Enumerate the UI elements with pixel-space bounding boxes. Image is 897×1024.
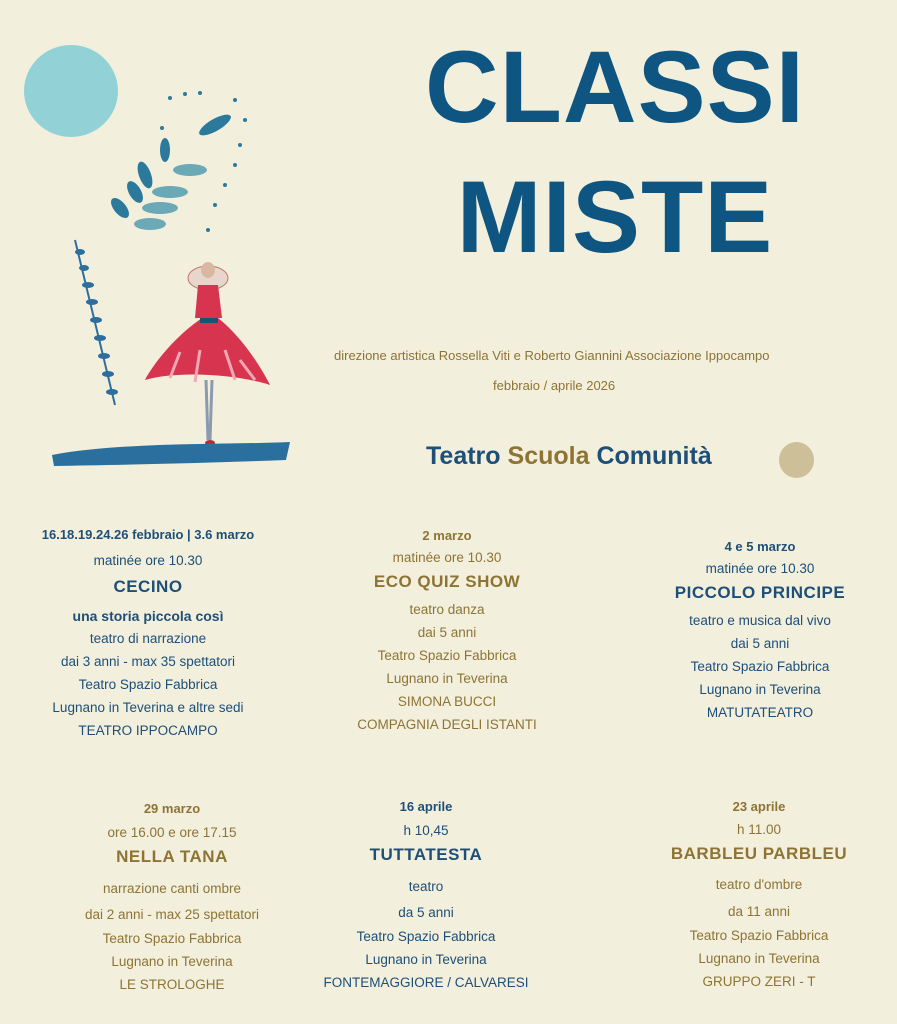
event-artist: SIMONA BUCCI (397, 694, 497, 709)
event-place: Lugnano in Teverina (365, 952, 487, 967)
event-date: 2 marzo (422, 528, 472, 543)
event-time: h 10,45 (403, 823, 449, 838)
event-place: Lugnano in Teverina (386, 671, 508, 686)
event-venue: Teatro Spazio Fabbrica (689, 928, 829, 943)
event-cecino (0, 527, 298, 746)
event-venue: Teatro Spazio Fabbrica (690, 659, 830, 674)
decorative-beige-circle (779, 442, 814, 478)
title-line-1: CLASSI (424, 30, 806, 144)
event-time: matinée ore 10.30 (392, 550, 502, 565)
event-title: CECINO (113, 577, 183, 596)
event-company: LE STROLOGHE (119, 977, 225, 992)
event-company: GRUPPO ZERI - T (702, 974, 816, 989)
event-age: da 5 anni (398, 905, 454, 920)
event-subtitle: una storia piccola così (72, 608, 224, 624)
tagline-word-2: Scuola (507, 442, 590, 470)
title-line-2: MISTE (456, 160, 774, 274)
event-venue: Teatro Spazio Fabbrica (356, 929, 496, 944)
event-age: dai 3 anni - max 35 spettatori (60, 654, 236, 669)
event-title: BARBLEU PARBLEU (670, 844, 848, 863)
event-genre: teatro (408, 879, 444, 894)
event-company: FONTEMAGGIORE / CALVARESI (323, 975, 529, 990)
event-date: 29 marzo (143, 801, 201, 816)
artistic-direction: direzione artistica Rossella Viti e Roberto Giannini Associazione Ippocampo (334, 348, 770, 363)
event-time: ore 16.00 e ore 17.15 (107, 825, 237, 840)
event-place: Lugnano in Teverina (699, 682, 821, 697)
event-place: Lugnano in Teverina (698, 951, 820, 966)
event-company: MATUTATEATRO (706, 705, 814, 720)
event-company: COMPAGNIA DEGLI ISTANTI (357, 717, 537, 732)
event-venue: Teatro Spazio Fabbrica (102, 931, 242, 946)
event-date: 16 aprile (399, 799, 453, 814)
event-venue: Teatro Spazio Fabbrica (377, 648, 517, 663)
event-place: Lugnano in Teverina (111, 954, 233, 969)
dancer-illustration (40, 80, 300, 480)
event-genre: narrazione canti ombre (102, 881, 242, 896)
event-barbleu-parbleu (609, 799, 897, 997)
event-genre: teatro e musica dal vivo (689, 613, 831, 628)
tagline-word-3: Comunità (596, 442, 712, 470)
event-genre: teatro d'ombre (715, 877, 803, 892)
event-tuttatesta (276, 799, 576, 998)
event-genre: teatro danza (409, 602, 485, 617)
event-eco-quiz-show (297, 528, 597, 740)
event-title: NELLA TANA (116, 847, 228, 866)
event-time: matinée ore 10.30 (705, 561, 815, 576)
event-title: TUTTATESTA (369, 845, 483, 864)
event-company: TEATRO IPPOCAMPO (78, 723, 218, 738)
event-age: dai 2 anni - max 25 spettatori (84, 907, 260, 922)
tagline-word-1: Teatro (426, 442, 501, 470)
event-title: ECO QUIZ SHOW (373, 572, 521, 591)
event-genre: teatro di narrazione (89, 631, 207, 646)
tagline (426, 442, 712, 471)
event-time: matinée ore 10.30 (93, 553, 203, 568)
event-date: 4 e 5 marzo (724, 539, 796, 554)
event-date: 16.18.19.24.26 febbraio | 3.6 marzo (41, 527, 255, 542)
event-age: dai 5 anni (417, 625, 477, 640)
event-venue: Teatro Spazio Fabbrica (78, 677, 218, 692)
event-age: da 11 anni (727, 904, 791, 919)
event-title: PICCOLO PRINCIPE (674, 583, 846, 602)
period: febbraio / aprile 2026 (493, 378, 616, 393)
event-time: h 11.00 (736, 822, 782, 837)
event-age: dai 5 anni (730, 636, 790, 651)
event-date: 23 aprile (732, 799, 786, 814)
event-piccolo-principe (610, 539, 897, 728)
event-place: Lugnano in Teverina e altre sedi (52, 700, 244, 715)
